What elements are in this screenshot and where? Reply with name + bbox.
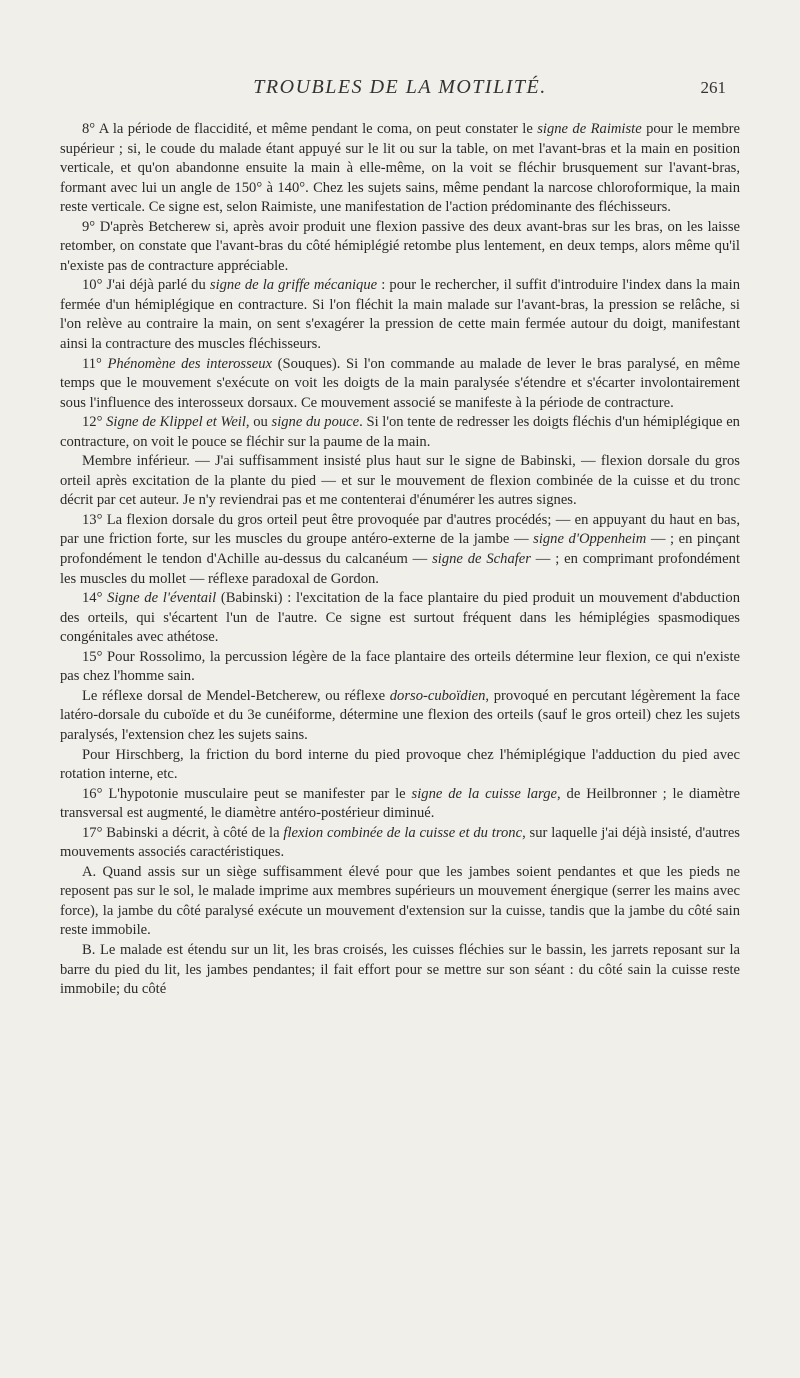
paragraph-17: 17° Babinski a décrit, à côté de la flexion combinée de la cuisse et du tronc, sur laquelle j'ai déjà insisté, d'autres mouvements associés caractéristiques. — [60, 824, 740, 861]
paragraph-b: B. Le malade est étendu sur un lit, les bras croisés, les cuisses fléchies sur le bassin, les jarrets reposant sur la barre du pied du lit, les jambes pendantes; il fait effort pour se mettre sur son séant : du côté sain la cuisse reste immobile; du côté — [60, 941, 740, 998]
paragraph-14: 14° Signe de l'éventail (Babinski) : l'excitation de la face plantaire du pied produit un mouvement d'abduction des orteils, qui s'écartent l'un de l'autre. Ce signe est surtout fréquent dans les hémiplégies spasmodiques congénitales avec athétose. — [60, 590, 740, 646]
paragraph-hirschberg: Pour Hirschberg, la friction du bord interne du pied provoque chez l'hémiplégique l'adduction du pied avec rotation interne, etc. — [60, 746, 740, 783]
paragraph-11: 11° Phénomène des interosseux (Souques). Si l'on commande au malade de lever le bras paralysé, en même temps que le mouvement s'exécute on voit les doigts de la main paralysée s'étendre et s'écarter involontairement sous l'influence des interosseux dorsaux. Ce mouvement associé se manifeste à la période de contracture. — [60, 355, 740, 411]
paragraph-15: 15° Pour Rossolimo, la percussion légère de la face plantaire des orteils détermine leur flexion, ce qui n'existe pas chez l'homme sain. — [60, 648, 740, 685]
page-number: 261 — [700, 78, 726, 97]
paragraph-10: 10° J'ai déjà parlé du signe de la griffe mécanique : pour le rechercher, il suffit d'introduire l'index dans la main fermée d'un hémiplégique en contracture. Si l'on fléchit la main malade sur l'avant-bras, la pression se relâche, si l'on relève au contraire la main, on sent s'exagérer la pression de cette main fermée autour du doigt, manifestant ainsi la contracture des muscles fléchisseurs. — [60, 277, 741, 353]
paragraph-a: A. Quand assis sur un siège suffisamment élevé pour que les jambes soient pendantes et que les pieds ne reposent pas sur le sol, le malade imprime aux membres supérieurs un mouvement énergique (serrer les mains avec force), la jambe du côté paralysé exécute un mouvement d'extension sur la cuisse, tandis que la jambe du côté sain reste immobile. — [60, 863, 740, 939]
paragraph-membre-inferieur: Membre inférieur. — J'ai suffisamment insisté plus haut sur le signe de Babinski, — flexion dorsale du gros orteil après excitation de la plante du pied — et sur le mouvement de flexion combinée de la cuisse et du tronc décrit par cet auteur. Je n'y reviendrai pas et me contenterai d'énumérer les autres signes. — [60, 453, 740, 509]
paragraph-mendel-betcherew: Le réflexe dorsal de Mendel-Betcherew, ou réflexe dorso-cuboïdien, provoqué en percutant légèrement la face latéro-dorsale du cuboïde et du 3e cunéiforme, détermine une flexion des orteils (sauf le gros orteil) chez les sujets paralysés, l'extension chez les sujets sains. — [60, 687, 740, 743]
running-title: TROUBLES DE LA MOTILITÉ. — [253, 76, 547, 98]
paragraph-12: 12° Signe de Klippel et Weil, ou signe du pouce. Si l'on tente de redresser les doigts fléchis d'un hémiplégique en contracture, on voit le pouce se fléchir sur la paume de la main. — [60, 414, 740, 450]
running-header — [0, 76, 800, 104]
paragraph-8: 8° A la période de flaccidité, et même pendant le coma, on peut constater le signe de Raimiste pour le membre supérieur ; si, le coude du malade étant appuyé sur le lit ou sur la table, on met l'avant-bras et la main en position verticale, et qu'on abandonne ensuite la main à elle-même, on la voit se fléchir brusquement sur l'avant-bras, formant avec lui un angle de 150° à 140°. Chez les sujets sains, même pendant la narcose chloroformique, la main reste verticale. Ce signe est, selon Raimiste, une manifestation de l'action prédominante des fléchisseurs. — [60, 121, 740, 216]
body-text — [60, 120, 740, 1000]
paragraph-9: 9° D'après Betcherew si, après avoir produit une flexion passive des deux avant-bras sur les bras, on les laisse retomber, on constate que l'avant-bras du côté hémiplégié retombe plus lentement, en deux temps, alors même qu'il n'existe pas de contracture appréciable. — [60, 218, 740, 274]
paragraph-13: 13° La flexion dorsale du gros orteil peut être provoquée par d'autres procédés; — en appuyant du haut en bas, par une friction forte, sur les muscles du groupe antéro-externe de la jambe — signe d'Oppenheim — ; en pinçant profondément le tendon d'Achille au-dessus du calcanéum — signe de Schafer — ; en comprimant profondément les muscles du mollet — réflexe paradoxal de Gordon. — [60, 511, 740, 587]
paragraph-16: 16° L'hypotonie musculaire peut se manifester par le signe de la cuisse large, de Heilbronner ; le diamètre transversal est augmenté, le diamètre antéro-postérieur diminué. — [60, 785, 741, 822]
